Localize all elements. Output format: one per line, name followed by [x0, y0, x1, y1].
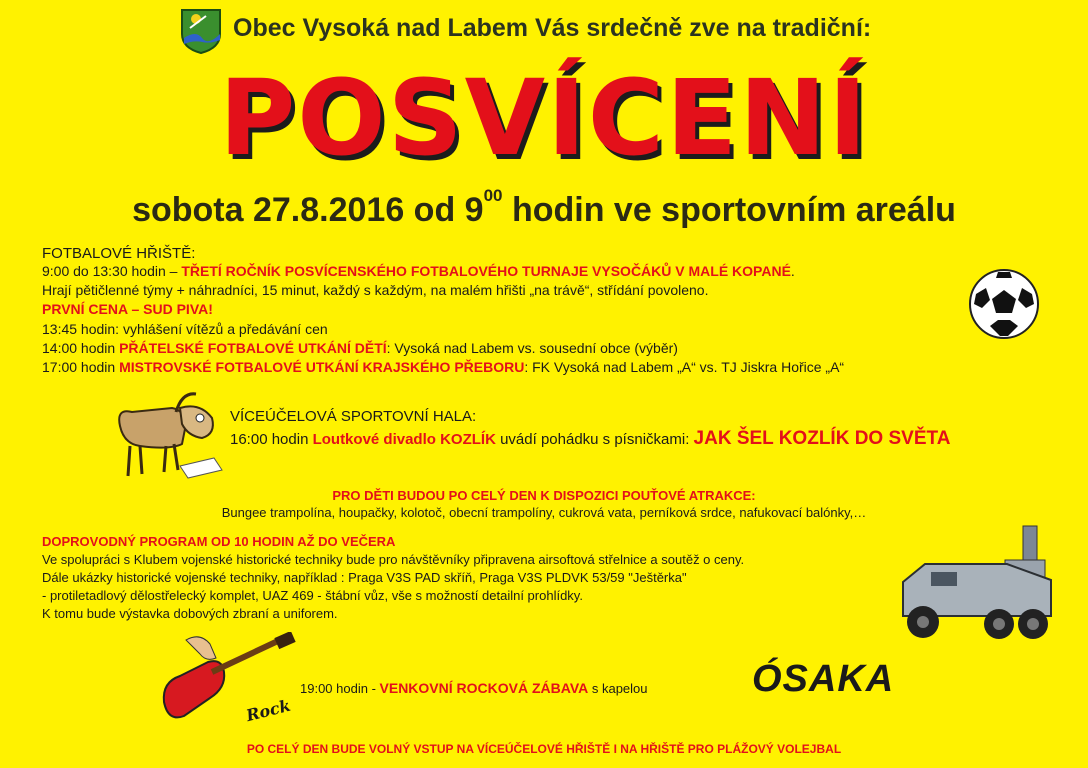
tournament-time: 9:00 do 13:30 hodin –	[42, 263, 182, 279]
league-match-detail: : FK Vysoká nad Labem „A“ vs. TJ Jiskra Hořice „A“	[524, 359, 845, 375]
program-heading: DOPROVODNÝ PROGRAM OD 10 HODIN AŽ DO VEČERA	[42, 534, 396, 549]
military-vehicle-icon	[895, 520, 1060, 645]
kids-match-time: 14:00 hodin	[42, 340, 120, 356]
tournament-name: TŘETÍ ROČNÍK POSVÍCENSKÉHO FOTBALOVÉHO TURNAJE VYSOČÁKŮ V MALÉ KOPANÉ	[181, 263, 791, 279]
puppet-time: 16:00 hodin	[230, 431, 313, 448]
fairy-tale-title: JAK ŠEL KOZLÍK DO SVĚTA	[693, 428, 951, 449]
tournament-rules: Hrají pětičlenné týmy + náhradníci, 15 minut, každý s každým, na malém hřišti „na trávě“, střídání povoleno.	[42, 282, 709, 298]
kids-match-name: PŘÁTELSKÉ FOTBALOVÉ UTKÁNÍ DĚTÍ	[119, 340, 387, 356]
program-line-2: Dále ukázky historické vojenské techniky, například : Praga V3S PAD skříň, Praga V3S PLDVK 53/59 "Ještěrka"	[42, 570, 687, 585]
tournament-period: .	[790, 263, 795, 279]
tournament-line	[42, 263, 795, 280]
puppet-theatre-line	[230, 430, 950, 448]
evening-event: VENKOVNÍ ROCKOVÁ ZÁBAVA	[379, 680, 589, 696]
kids-heading: PRO DĚTI BUDOU PO CELÝ DEN K DISPOZICI POUŤOVÉ ATRAKCE:	[332, 488, 756, 503]
puppet-desc: uvádí pohádku s písničkami:	[495, 431, 694, 448]
program-line-4: K tomu bude výstavka dobových zbraní a uniforem.	[42, 606, 338, 621]
footer-notice: PO CELÝ DEN BUDE VOLNÝ VSTUP NA VÍCEÚČELOVÉ HŘIŠTĚ I NA HŘIŠTĚ PRO PLÁŽOVÝ VOLEJBAL	[246, 742, 842, 756]
league-match-line	[42, 359, 844, 376]
event-title: POSVÍCENÍ	[219, 57, 869, 179]
league-match-name: MISTROVSKÉ FOTBALOVÉ UTKÁNÍ KRAJSKÉHO PŘEBORU	[119, 359, 525, 375]
invitation-text: Obec Vysoká nad Labem Vás srdečně zve na tradiční:	[233, 14, 872, 42]
awards-line: 13:45 hodin: vyhlášení vítězů a předávání cen	[42, 321, 328, 337]
program-line-3: - protiletadlový dělostřelecký komplet, UAZ 469 - štábní vůz, vše s možností detailní prohlídky.	[42, 588, 583, 603]
date-prefix: sobota 27.8.2016 od 9	[132, 191, 484, 229]
puppet-theatre-name: Loutkové divadlo KOZLÍK	[312, 431, 496, 448]
coat-of-arms-icon	[180, 8, 222, 54]
goat-icon	[110, 388, 230, 488]
first-prize: PRVNÍ CENA – SUD PIVA!	[42, 301, 213, 317]
date-suffix: hodin ve sportovním areálu	[502, 191, 956, 229]
rock-label: Rock	[244, 695, 293, 726]
evening-with-band: s kapelou	[588, 681, 648, 696]
program-line-1: Ve spolupráci s Klubem vojenské historické techniky bude pro návštěvníky připravena airsoftová střelnice a soutěž o ceny.	[42, 552, 745, 567]
league-match-time: 17:00 hodin	[42, 359, 120, 375]
band-name: ÓSAKA	[752, 658, 895, 700]
guitar-icon	[160, 632, 300, 727]
event-date-line	[0, 186, 1088, 230]
football-icon	[968, 268, 1040, 340]
date-superscript: 00	[483, 186, 503, 205]
kids-match-detail: : Vysoká nad Labem vs. sousední obce (výběr)	[386, 340, 678, 356]
kids-attractions: Bungee trampolína, houpačky, kolotoč, obecní trampolíny, cukrová vata, perníková srdce, nafukovací balónky,…	[221, 505, 867, 520]
evening-line	[300, 680, 648, 697]
hall-heading: VÍCEÚČELOVÁ SPORTOVNÍ HALA:	[230, 408, 477, 425]
evening-time: 19:00 hodin -	[300, 681, 380, 696]
kids-match-line	[42, 340, 678, 357]
football-heading: FOTBALOVÉ HŘIŠTĚ:	[42, 245, 196, 262]
